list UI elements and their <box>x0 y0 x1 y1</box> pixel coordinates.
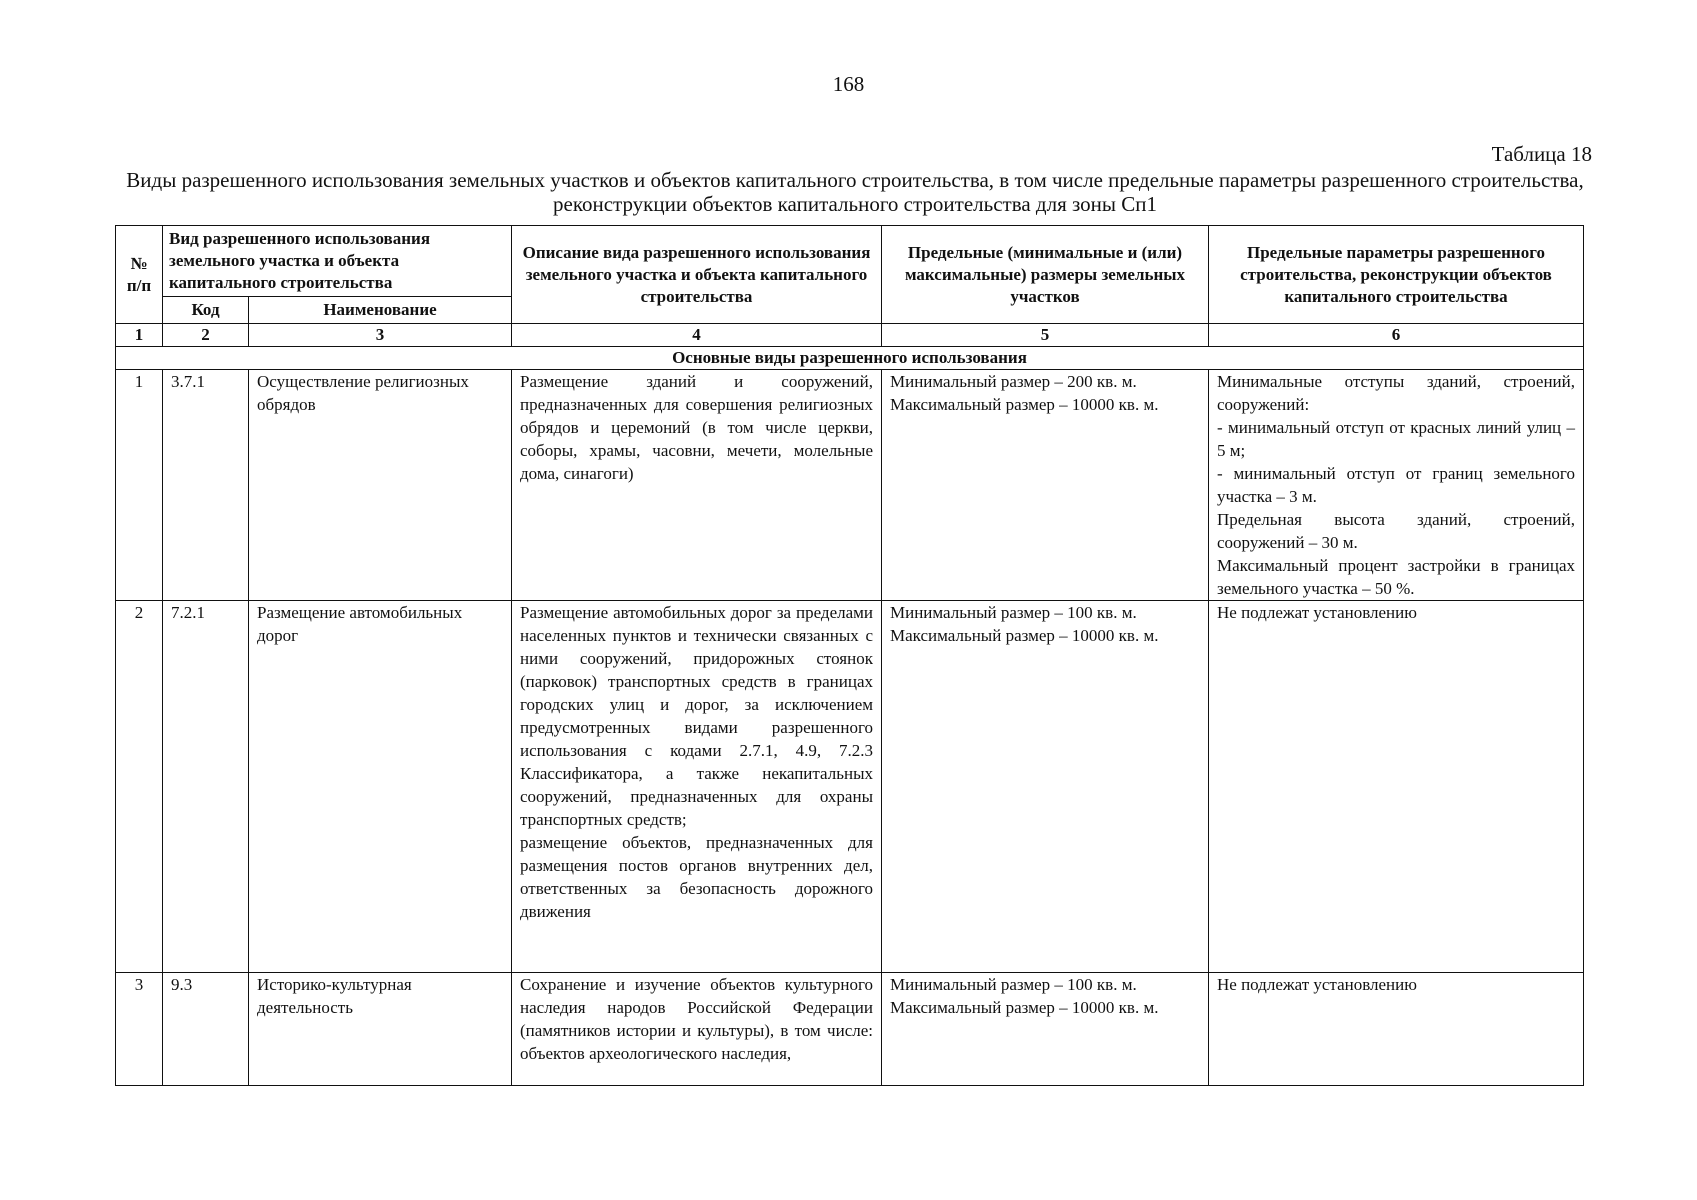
column-number: 5 <box>882 324 1209 347</box>
header-row <box>116 226 1584 297</box>
zoning-table <box>115 225 1584 1086</box>
row-number: 2 <box>116 601 163 973</box>
header-use-group: Вид разрешенного использования земельного участка и объекта капитального строительства <box>163 226 512 297</box>
row-number: 1 <box>116 370 163 601</box>
header-code: Код <box>163 297 249 324</box>
description-paragraph: размещение объектов, предназначенных для размещения постов органов внутренних дел, ответственных за безопасность дорожного движения <box>520 833 873 921</box>
row-sizes: Минимальный размер – 100 кв. м. Максимальный размер – 10000 кв. м. <box>882 973 1209 1086</box>
table-title: Виды разрешенного использования земельных участков и объектов капитального строительства, в том числе предельные параметры разрешенного строительства, реконструкции объектов капитального строительства для зоны Сп1 <box>126 168 1584 216</box>
column-number: 3 <box>249 324 512 347</box>
row-name: Осуществление религиозных обрядов <box>249 370 512 601</box>
row-sizes: Минимальный размер – 200 кв. м. Максимальный размер – 10000 кв. м. <box>882 370 1209 601</box>
param-line: - минимальный отступ от границ земельного участка – 3 м. <box>1217 464 1575 506</box>
row-params <box>1209 370 1584 601</box>
column-number: 1 <box>116 324 163 347</box>
description-paragraph: Размещение автомобильных дорог за пределами населенных пунктов и технически связанных с ними сооружений, придорожных стоянок (парковок) транспортных средств в границах городских улиц и дорог, за исключением предусмотренных видами разрешенного использования с кодами 2.7.1, 4.9, 7.2.3 Классификатора, а также некапитальных сооружений, предназначенных для охраны транспортных средств; <box>520 603 873 829</box>
row-code: 9.3 <box>163 973 249 1086</box>
header-name: Наименование <box>249 297 512 324</box>
row-code: 7.2.1 <box>163 601 249 973</box>
header-sizes: Предельные (минимальные и (или) максимальные) размеры земельных участков <box>882 226 1209 324</box>
header-description: Описание вида разрешенного использования земельного участка и объекта капитального строительства <box>512 226 882 324</box>
param-line: Максимальный процент застройки в границах земельного участка – 50 %. <box>1217 556 1575 598</box>
row-description <box>512 601 882 973</box>
row-description: Размещение зданий и сооружений, предназначенных для совершения религиозных обрядов и церемоний (в том числе церкви, соборы, храмы, часовни, мечети, молельные дома, синагоги) <box>512 370 882 601</box>
page-number: 168 <box>832 72 865 96</box>
row-params: Не подлежат установлению <box>1209 601 1584 973</box>
row-name: Размещение автомобильных дорог <box>249 601 512 973</box>
param-line: Предельная высота зданий, строений, сооружений – 30 м. <box>1217 510 1575 552</box>
param-line: - минимальный отступ от красных линий улиц – 5 м; <box>1217 418 1575 460</box>
row-name: Историко-культурная деятельность <box>249 973 512 1086</box>
table-row <box>116 370 1584 601</box>
table-row <box>116 973 1584 1086</box>
column-number-row <box>116 324 1584 347</box>
header-num: № п/п <box>116 226 163 324</box>
table-row <box>116 601 1584 973</box>
row-sizes: Минимальный размер – 100 кв. м. Максимальный размер – 10000 кв. м. <box>882 601 1209 973</box>
column-number: 2 <box>163 324 249 347</box>
header-params: Предельные параметры разрешенного строительства, реконструкции объектов капитального строительства <box>1209 226 1584 324</box>
row-params: Не подлежат установлению <box>1209 973 1584 1086</box>
section-row <box>116 347 1584 370</box>
table-label: Таблица 18 <box>1491 142 1592 166</box>
row-description: Сохранение и изучение объектов культурного наследия народов Российской Федерации (памятников истории и культуры), в том числе: объектов археологического наследия, <box>512 973 882 1086</box>
row-code: 3.7.1 <box>163 370 249 601</box>
column-number: 6 <box>1209 324 1584 347</box>
row-number: 3 <box>116 973 163 1086</box>
section-title: Основные виды разрешенного использования <box>116 347 1584 370</box>
column-number: 4 <box>512 324 882 347</box>
param-line: Минимальные отступы зданий, строений, сооружений: <box>1217 372 1575 414</box>
